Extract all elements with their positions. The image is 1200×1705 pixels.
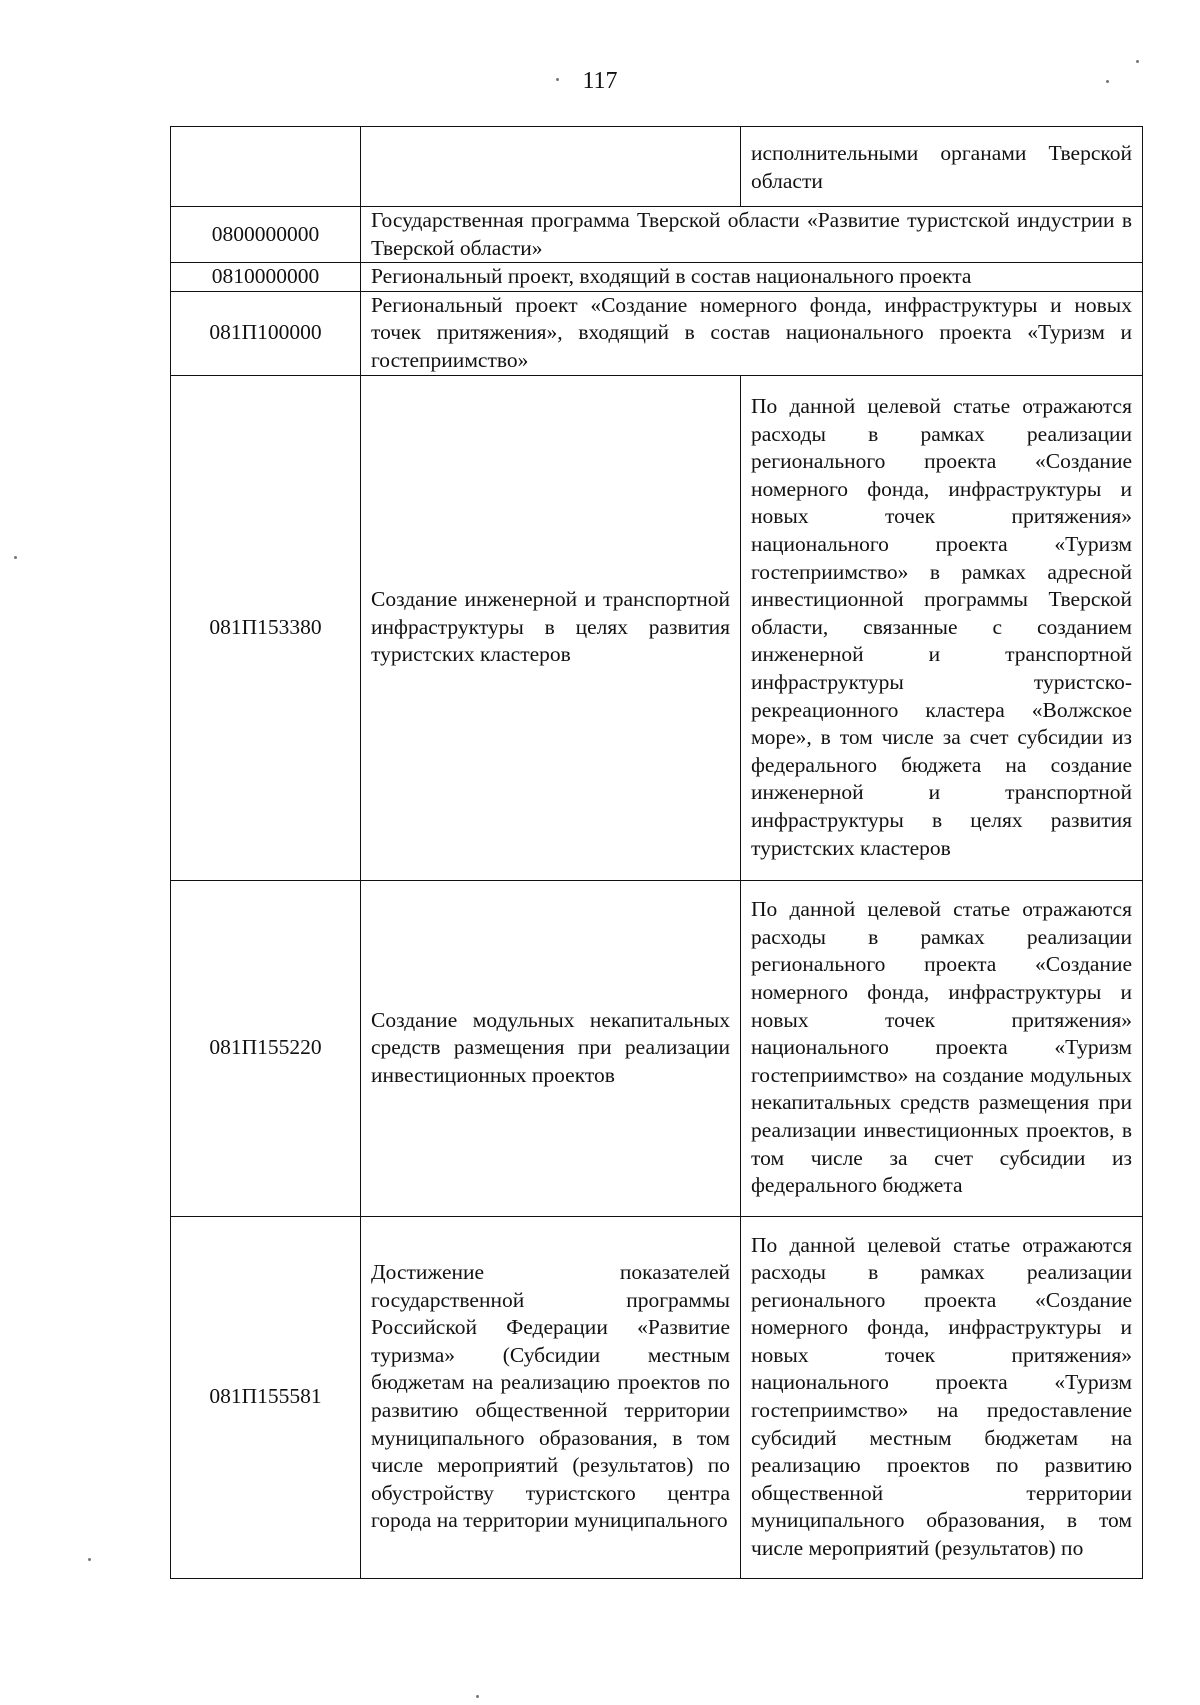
- scan-speck: [1136, 60, 1139, 63]
- project-title-cell: Региональный проект «Создание номерного фонда, инфраструктуры и новых точек притяжения», входящий в состав национального проекта «Туризм и гостеприимство»: [361, 291, 1143, 375]
- description-cell: По данной целевой статье отражаются расходы в рамках реализации регионального проекта «Создание номерного фонда, инфраструктуры и новых точек притяжения» национального проекта «Туризм гостеприимство» на предоставление субсидий местным бюджетам на реализацию проектов по развитию общественной территории муниципального образования, в том числе мероприятий (результатов) по: [741, 1216, 1143, 1578]
- description-cell: По данной целевой статье отражаются расходы в рамках реализации регионального проекта «Создание номерного фонда, инфраструктуры и новых точек притяжения» национального проекта «Туризм гостеприимство» в рамках адресной инвестиционной программы Тверской области, связанные с созданием инженерной и транспортной инфраструктуры туристско-рекреационного кластера «Волжское море», в том числе за счет субсидии из федерального бюджета на создание инженерной и транспортной инфраструктуры в целях развития туристских кластеров: [741, 375, 1143, 880]
- code-cell: 081П155581: [171, 1216, 361, 1578]
- code-cell: 081П155220: [171, 880, 361, 1216]
- table-row: [171, 263, 1143, 292]
- table-row: [171, 375, 1143, 880]
- table-row: [171, 880, 1143, 1216]
- code-cell: 081П153380: [171, 375, 361, 880]
- code-cell: 0810000000: [171, 263, 361, 292]
- table-row: [171, 1216, 1143, 1578]
- code-cell: 081П100000: [171, 291, 361, 375]
- name-cell: Создание модульных некапитальных средств размещения при реализации инвестиционных проектов: [361, 880, 741, 1216]
- name-cell: [361, 127, 741, 207]
- code-cell: 0800000000: [171, 207, 361, 263]
- page-number: 117: [582, 68, 618, 94]
- name-cell: Достижение показателей государственной программы Российской Федерации «Развитие туризма» (Субсидии местным бюджетам на реализацию проектов по развитию общественной территории муниципального образования, в том числе мероприятий (результатов) по обустройству туристского центра города на территории муниципального: [361, 1216, 741, 1578]
- scan-speck: [14, 556, 17, 559]
- scan-speck: [88, 1558, 91, 1561]
- budget-classification-table: [170, 126, 1143, 1579]
- name-cell: Создание инженерной и транспортной инфраструктуры в целях развития туристских кластеров: [361, 375, 741, 880]
- program-title-cell: Государственная программа Тверской области «Развитие туристской индустрии в Тверской области»: [361, 207, 1143, 263]
- scan-speck: [476, 1695, 479, 1698]
- table-row: [171, 207, 1143, 263]
- description-cell: исполнительными органами Тверской области: [741, 127, 1143, 207]
- scan-speck: [1106, 80, 1109, 83]
- table-row: [171, 127, 1143, 207]
- scan-speck: [556, 78, 559, 81]
- project-title-cell: Региональный проект, входящий в состав национального проекта: [361, 263, 1143, 292]
- description-cell: По данной целевой статье отражаются расходы в рамках реализации регионального проекта «Создание номерного фонда, инфраструктуры и новых точек притяжения» национального проекта «Туризм гостеприимство» на создание модульных некапитальных средств размещения при реализации инвестиционных проектов, в том числе за счет субсидии из федерального бюджета: [741, 880, 1143, 1216]
- code-cell: [171, 127, 361, 207]
- table-row: [171, 291, 1143, 375]
